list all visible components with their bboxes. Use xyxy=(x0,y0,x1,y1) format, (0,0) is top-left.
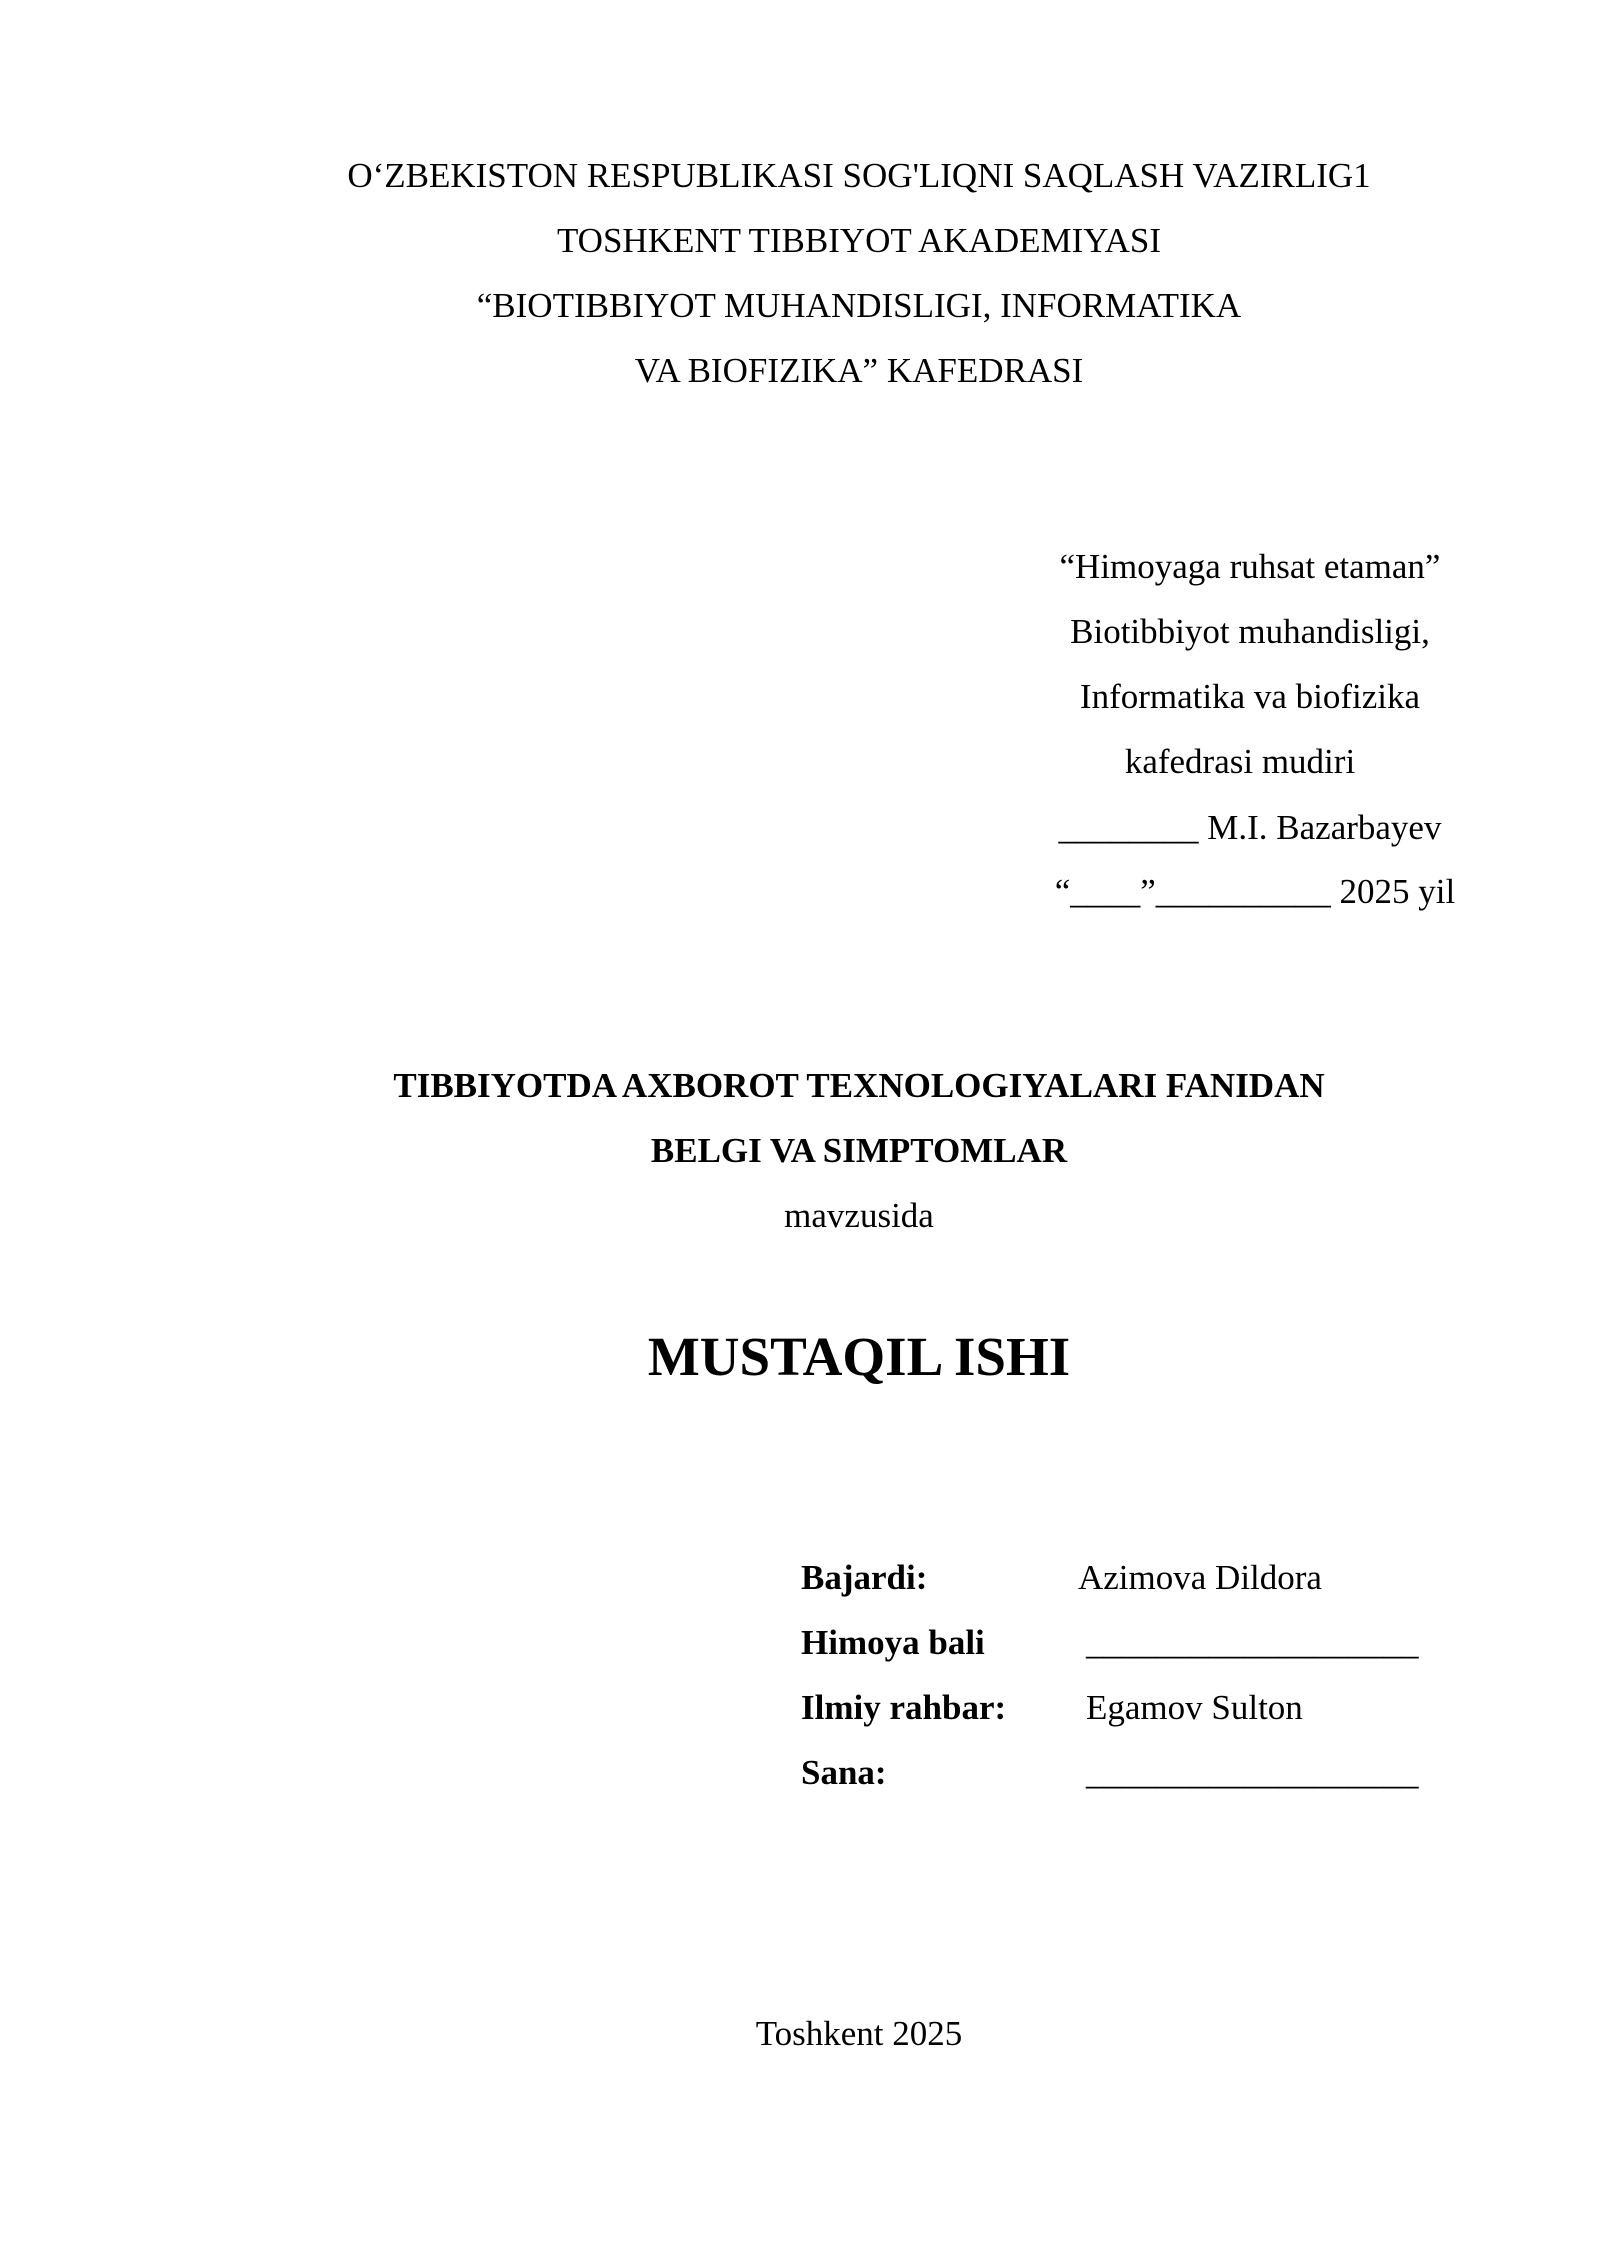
supervisor-label: Ilmiy rahbar: xyxy=(801,1688,1007,1727)
approval-line-4: kafedrasi mudiri xyxy=(1124,742,1356,781)
department-name-line1: “BIOTIBBIYOT MUHANDISLIGI, INFORMATIKA xyxy=(476,286,1242,325)
approval-date: “____”__________ 2025 yil xyxy=(1054,872,1456,911)
department-name-line2: VA BIOFIZIKA” KAFEDRASI xyxy=(634,351,1084,390)
academy-name: TOSHKENT TIBBIYOT AKADEMIYASI xyxy=(556,221,1162,260)
approval-line-3: Informatika va biofizika xyxy=(1079,677,1421,716)
document-title: MUSTAQIL ISHI xyxy=(647,1326,1071,1387)
ministry-name: O‘ZBEKISTON RESPUBLIKASI SOG'LIQNI SAQLASH VAZIRLIG1 xyxy=(347,156,1371,195)
performer-value: Azimova Dildora xyxy=(1078,1558,1322,1597)
defense-score-label: Himoya bali xyxy=(801,1623,985,1662)
place-year: Toshkent 2025 xyxy=(755,2014,963,2053)
defense-score-value: ___________________ xyxy=(1086,1623,1419,1662)
approval-heading: “Himoyaga ruhsat etaman” xyxy=(1059,547,1441,586)
supervisor-value: Egamov Sulton xyxy=(1086,1688,1303,1727)
approval-signature: ________ M.I. Bazarbayev xyxy=(1058,808,1442,847)
approval-line-2: Biotibbiyot muhandisligi, xyxy=(1070,612,1430,651)
topic-suffix: mavzusida xyxy=(784,1196,934,1235)
topic-name: BELGI VA SIMPTOMLAR xyxy=(650,1131,1068,1170)
course-name: TIBBIYOTDA AXBOROT TEXNOLOGIYALARI FANIDAN xyxy=(393,1066,1325,1105)
performer-label: Bajardi: xyxy=(801,1558,928,1597)
date-value: ___________________ xyxy=(1086,1753,1419,1792)
date-label: Sana: xyxy=(801,1753,887,1792)
